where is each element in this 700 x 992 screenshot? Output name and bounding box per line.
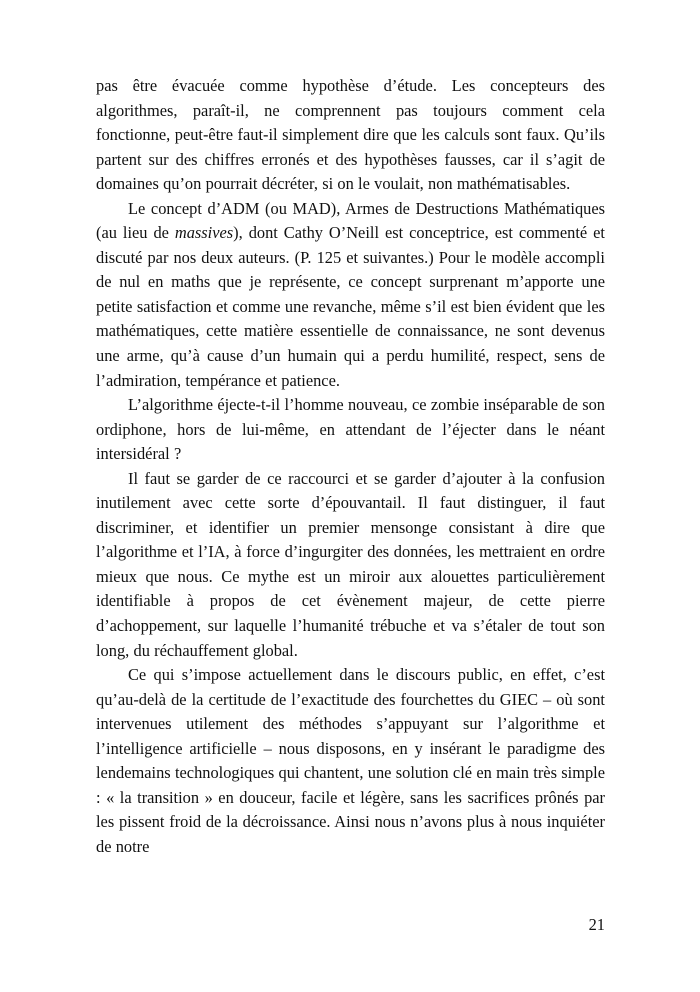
page-number: 21 <box>588 915 605 934</box>
paragraph-1: pas être évacuée comme hypothèse d’étude. Les concepteurs des algorithmes, paraît-il, ne comprennent pas toujours comment cela fonctionne, peut-être faut-il simplement dire que les calculs sont faux. Qu’ils partent sur des chiffres erronés et des hypothèses fausses, car il s’agit de domaines qu’on pourrait décréter, si on le voulait, non mathématisables. <box>96 76 605 194</box>
paragraph-5: Ce qui s’impose actuellement dans le discours public, en effet, c’est qu’au-delà de la certitude de l’exactitude des fourchettes du GIEC – où sont intervenues utilement des méthodes s’appuyant sur l’algorithme et l’intelligence artificielle – nous disposons, en y insérant le paradigme des lendemains technologiques qui chantent, une solution clé en main très simple : « la transition » en douceur, facile et légère, sans les sacrifices prônés par les pissent froid de la décroissance. Ainsi nous n’avons plus à nous inquiéter de notre <box>96 665 605 856</box>
paragraph-2-text-before-italic: Le concept d’ADM (ou MAD), Armes de Destructions Mathématiques (au lieu de <box>96 198 605 243</box>
paragraph-4: Il faut se garder de ce raccourci et se garder d’ajouter à la confusion inutilement avec cette sorte d’épouvantail. Il faut distinguer, il faut discriminer, et identifier un premier mensonge consistant à dire que l’algorithme et l’IA, à force d’ingurgiter des données, les mettraient en ordre mieux que nous. Ce mythe est un miroir aux alouettes particulièrement identifiable à propos de cet évènement majeur, de cette pierre d’achoppement, sur laquelle l’humanité trébuche et va s’étaler de tout son long, du réchauffement global. <box>96 468 605 660</box>
paragraph-2-italic-term: massives <box>174 223 234 243</box>
paragraph-2 <box>96 197 605 393</box>
paragraph-2-text-after-italic: ), dont Cathy O’Neill est conceptrice, est commenté et discuté par nos deux auteurs. (P. 125 et suivantes.) Pour le modèle accompli de nul en maths que je représente, ce concept surprenant m’apporte une petite satisfaction et comme une revanche, même s’il est bien évident que les mathématiques, cette matière essentielle de connaissance, ne sont devenus une arme, qu’à cause d’un humain qui a perdu humilité, respect, sens de l’admiration, tempérance et patience. <box>96 223 605 390</box>
text-column <box>96 74 605 860</box>
paragraph-3: L’algorithme éjecte-t-il l’homme nouveau, ce zombie inséparable de son ordiphone, hors de lui-même, en attendant de l’éjecter dans le néant intersidéral ? <box>96 395 605 464</box>
